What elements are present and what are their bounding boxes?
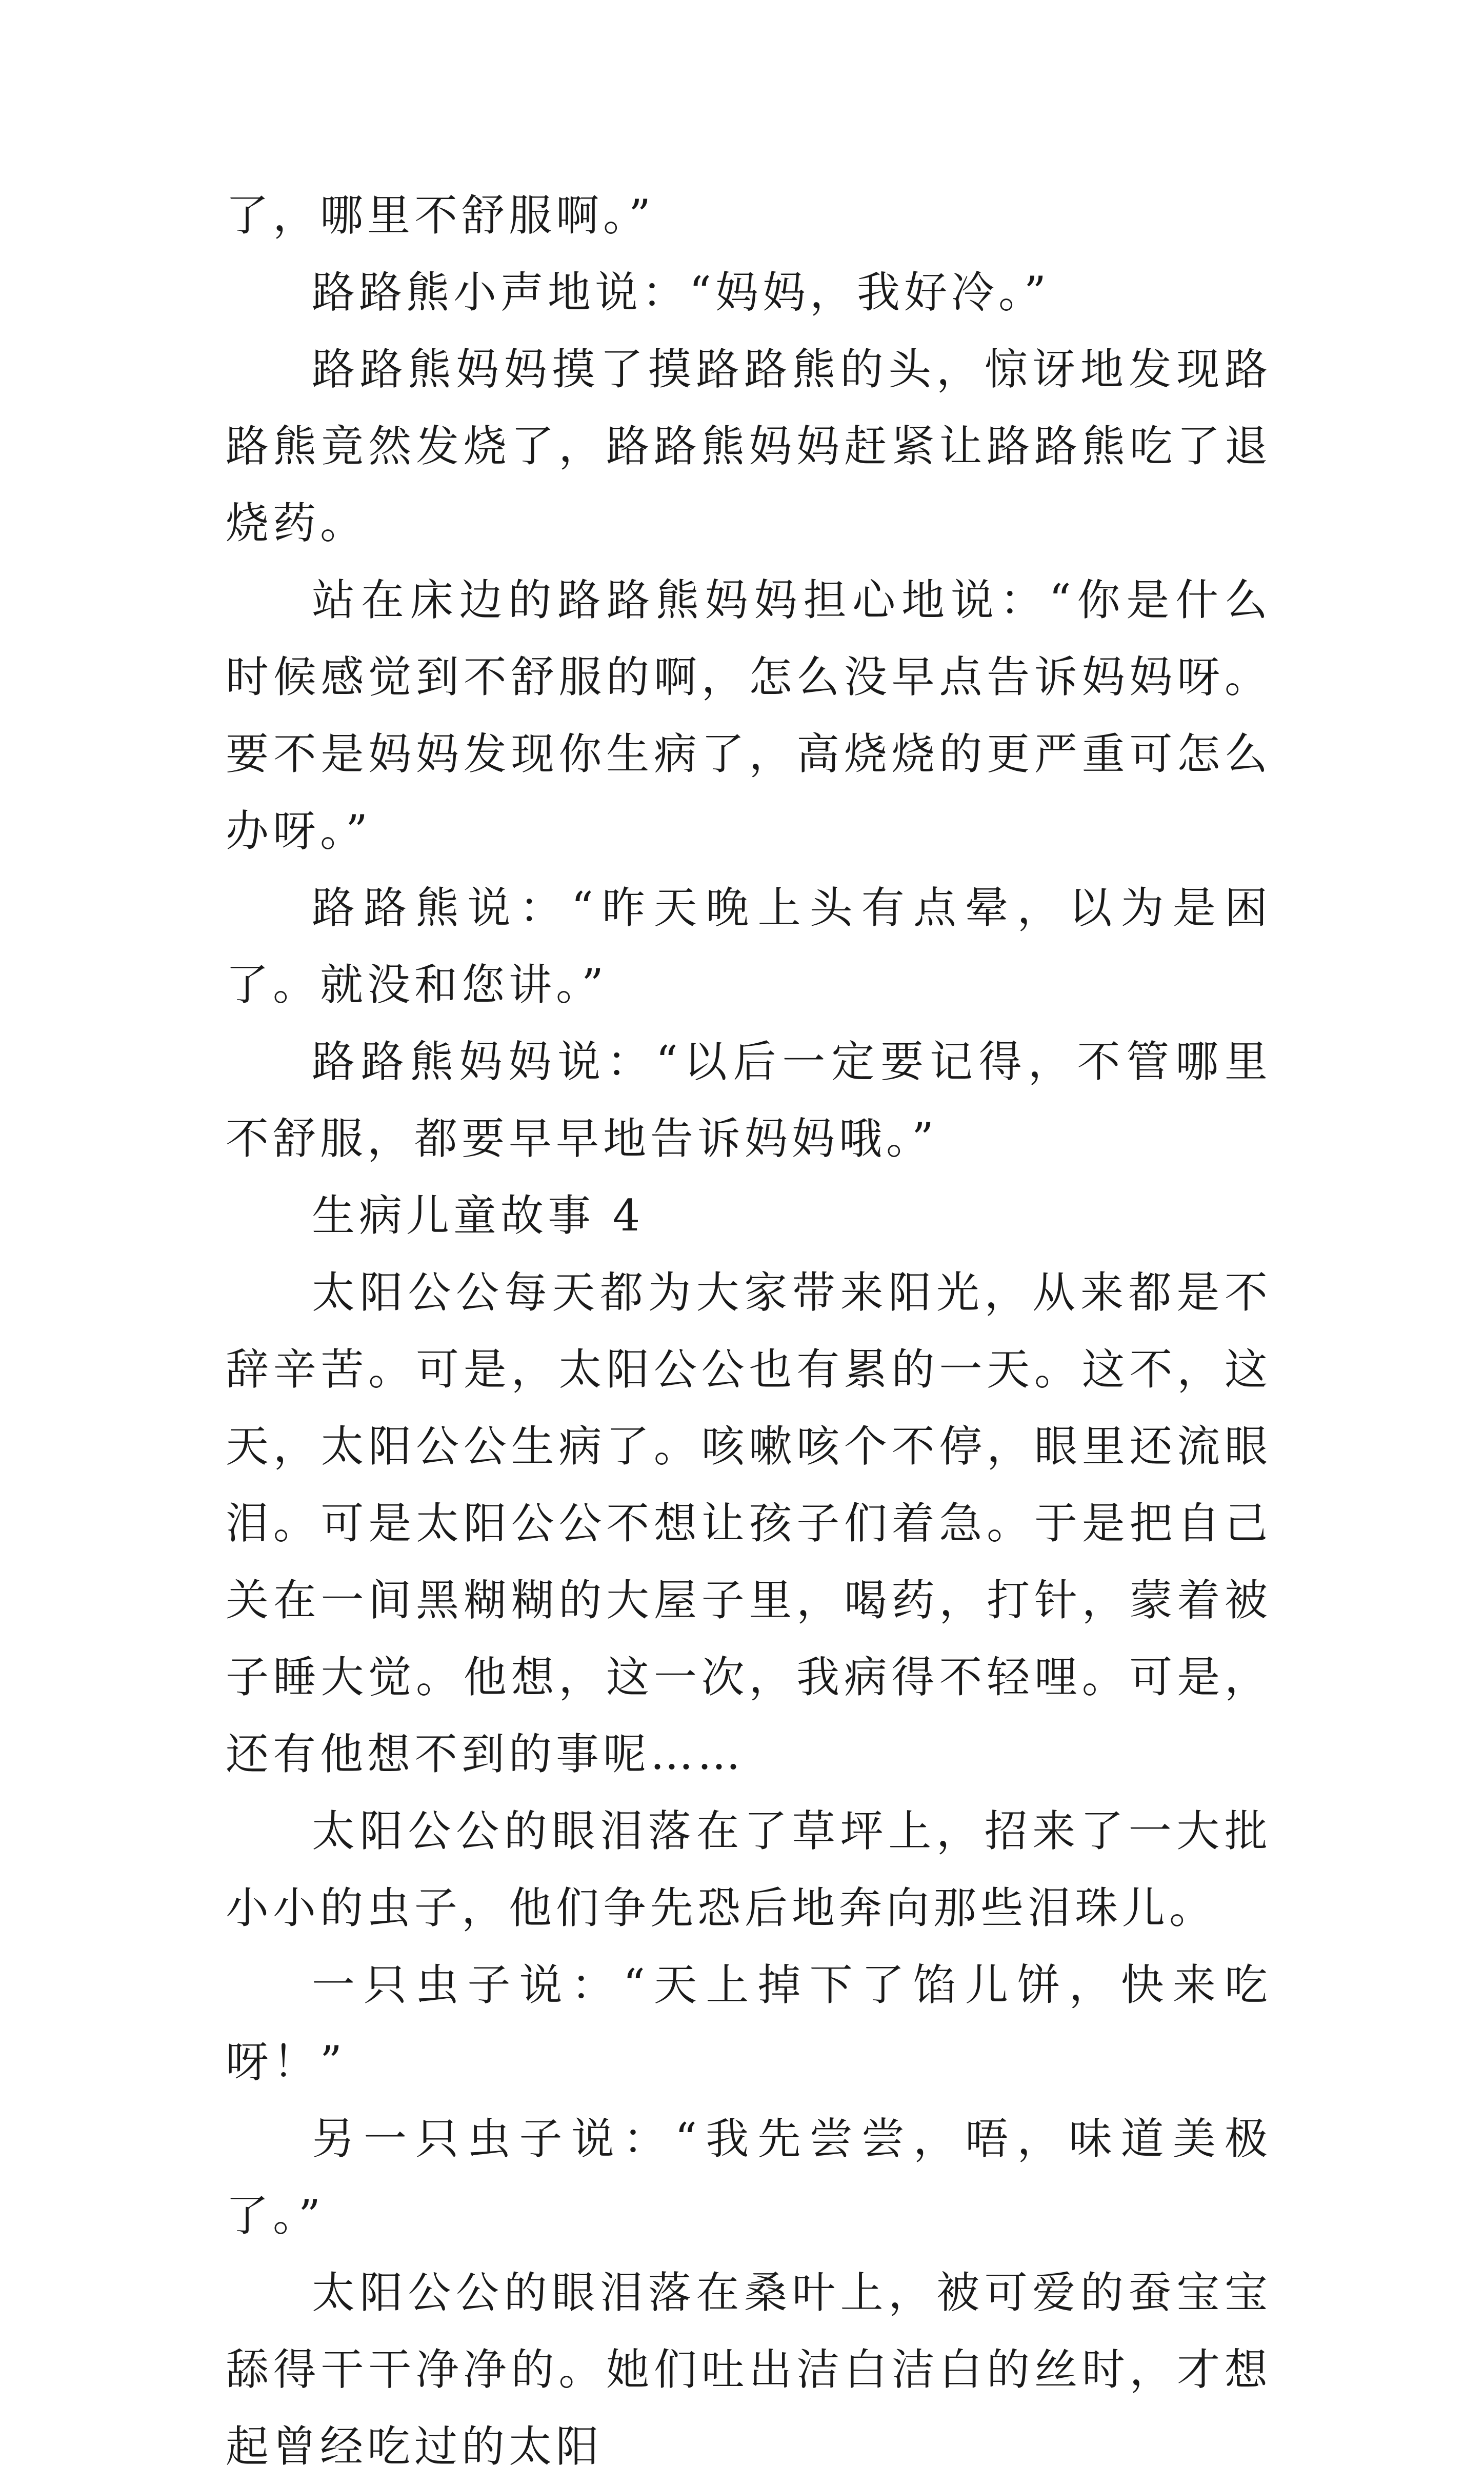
paragraph: 一只虫子说：“天上掉下了馅儿饼，快来吃呀！” bbox=[226, 1960, 1272, 2087]
paragraph: 太阳公公的眼泪落在桑叶上，被可爱的蚕宝宝舔得干干净净的。她们吐出洁白洁白的丝时，才想起曾经吃过的太阳 bbox=[226, 2268, 1272, 2472]
paragraph: 路路熊妈妈说：“以后一定要记得，不管哪里不舒服，都要早早地告诉妈妈哦。” bbox=[226, 1037, 1272, 1164]
paragraph: 路路熊妈妈摸了摸路路熊的头，惊讶地发现路路熊竟然发烧了，路路熊妈妈赶紧让路路熊吃了退烧药。 bbox=[226, 344, 1272, 548]
paragraph: 路路熊小声地说：“妈妈，我好冷。” bbox=[312, 267, 1050, 317]
paragraph: 路路熊说：“昨天晚上头有点晕，以为是困了。就没和您讲。” bbox=[226, 883, 1272, 1010]
paragraph: 另一只虫子说：“我先尝尝，唔，味道美极了。” bbox=[226, 2114, 1272, 2241]
document-body bbox=[226, 177, 1272, 2485]
paragraph: 了，哪里不舒服啊。” bbox=[226, 190, 655, 241]
paragraph: 太阳公公的眼泪落在了草坪上，招来了一大批小小的虫子，他们争先恐后地奔向那些泪珠儿。 bbox=[226, 1806, 1272, 1933]
section-heading: 生病儿童故事 4 bbox=[312, 1190, 645, 1241]
paragraph: 站在床边的路路熊妈妈担心地说：“你是什么时候感觉到不舒服的啊，怎么没早点告诉妈妈呀。要不是妈妈发现你生病了，高烧烧的更严重可怎么办呀。” bbox=[226, 575, 1272, 856]
paragraph: 太阳公公每天都为大家带来阳光，从来都是不辞辛苦。可是，太阳公公也有累的一天。这不，这天，太阳公公生病了。咳嗽咳个不停，眼里还流眼泪。可是太阳公公不想让孩子们着急。于是把自己关在一间黑糊糊的大屋子里，喝药，打针，蒙着被子睡大觉。他想，这一次，我病得不轻哩。可是，还有他想不到的事呢…… bbox=[226, 1267, 1272, 1779]
